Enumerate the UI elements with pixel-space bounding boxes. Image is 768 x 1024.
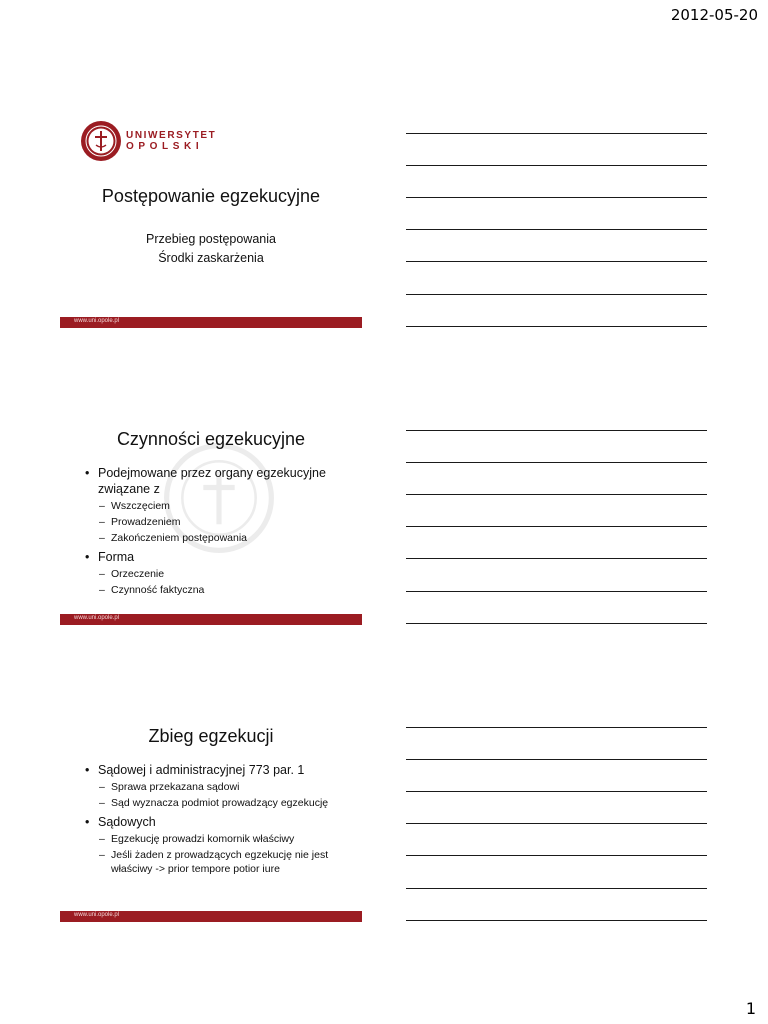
slide-2 [60, 395, 362, 625]
list-item: – Sprawa przekazana sądowi [85, 780, 352, 794]
notes-line [406, 261, 707, 262]
bullet-list [85, 758, 352, 876]
slide-footer-bar [60, 911, 362, 922]
slide-3 [60, 692, 362, 922]
notes-line [406, 133, 707, 134]
list-item: • Sądowych [85, 814, 352, 830]
notes-line [406, 462, 707, 463]
list-item: – Egzekucję prowadzi komornik właściwy [85, 832, 352, 846]
notes-line [406, 920, 707, 921]
notes-line [406, 197, 707, 198]
bullet-list [85, 461, 352, 597]
list-item: • Podejmowane przez organy egzekucyjne związane z [85, 465, 352, 497]
notes-line [406, 855, 707, 856]
list-item: – Wszczęciem [85, 499, 352, 513]
list-item: – Czynność faktyczna [85, 583, 352, 597]
notes-line [406, 888, 707, 889]
slide-title: Zbieg egzekucji [148, 726, 274, 746]
notes-line [406, 494, 707, 495]
list-item: • Sądowej i administracyjnej 773 par. 1 [85, 762, 352, 778]
list-item: – Sąd wyznacza podmiot prowadzący egzekucję [85, 796, 352, 810]
university-logo [80, 120, 216, 162]
slide-1 [60, 98, 362, 328]
header-date: 2012-05-20 [670, 6, 758, 24]
page-number: 1 [745, 999, 756, 1018]
slide-title: Czynności egzekucyjne [116, 429, 306, 449]
slide-footer-bar [60, 614, 362, 625]
logo-text-line2: OPOLSKI [126, 141, 204, 152]
notes-line [406, 526, 707, 527]
list-item: – Prowadzeniem [85, 515, 352, 529]
notes-line [406, 623, 707, 624]
notes-line [406, 165, 707, 166]
notes-line [406, 791, 707, 792]
notes-line [406, 430, 707, 431]
slide-footer-url: www.uni.opole.pl [74, 615, 120, 621]
notes-line [406, 326, 707, 327]
slide-footer-url: www.uni.opole.pl [74, 318, 120, 324]
logo-text-line1: UNIWERSYTET [126, 130, 217, 141]
list-item: – Orzeczenie [85, 567, 352, 581]
notes-line [406, 229, 707, 230]
notes-line [406, 558, 707, 559]
slide-title: Postępowanie egzekucyjne [101, 186, 321, 206]
university-seal-icon [80, 120, 122, 162]
slide-footer-bar [60, 317, 362, 328]
slide-footer-url: www.uni.opole.pl [74, 912, 120, 918]
notes-line [406, 294, 707, 295]
slide-subtitle-2: Środki zaskarżenia [158, 251, 264, 265]
notes-line [406, 727, 707, 728]
list-item: • Forma [85, 549, 352, 565]
notes-line [406, 823, 707, 824]
list-item: – Zakończeniem postępowania [85, 531, 352, 545]
slide-subtitle-1: Przebieg postępowania [146, 232, 276, 246]
list-item: – Jeśli żaden z prowadzących egzekucję nie jest właściwy -> prior tempore potior iure [85, 848, 352, 876]
notes-line [406, 591, 707, 592]
notes-line [406, 759, 707, 760]
